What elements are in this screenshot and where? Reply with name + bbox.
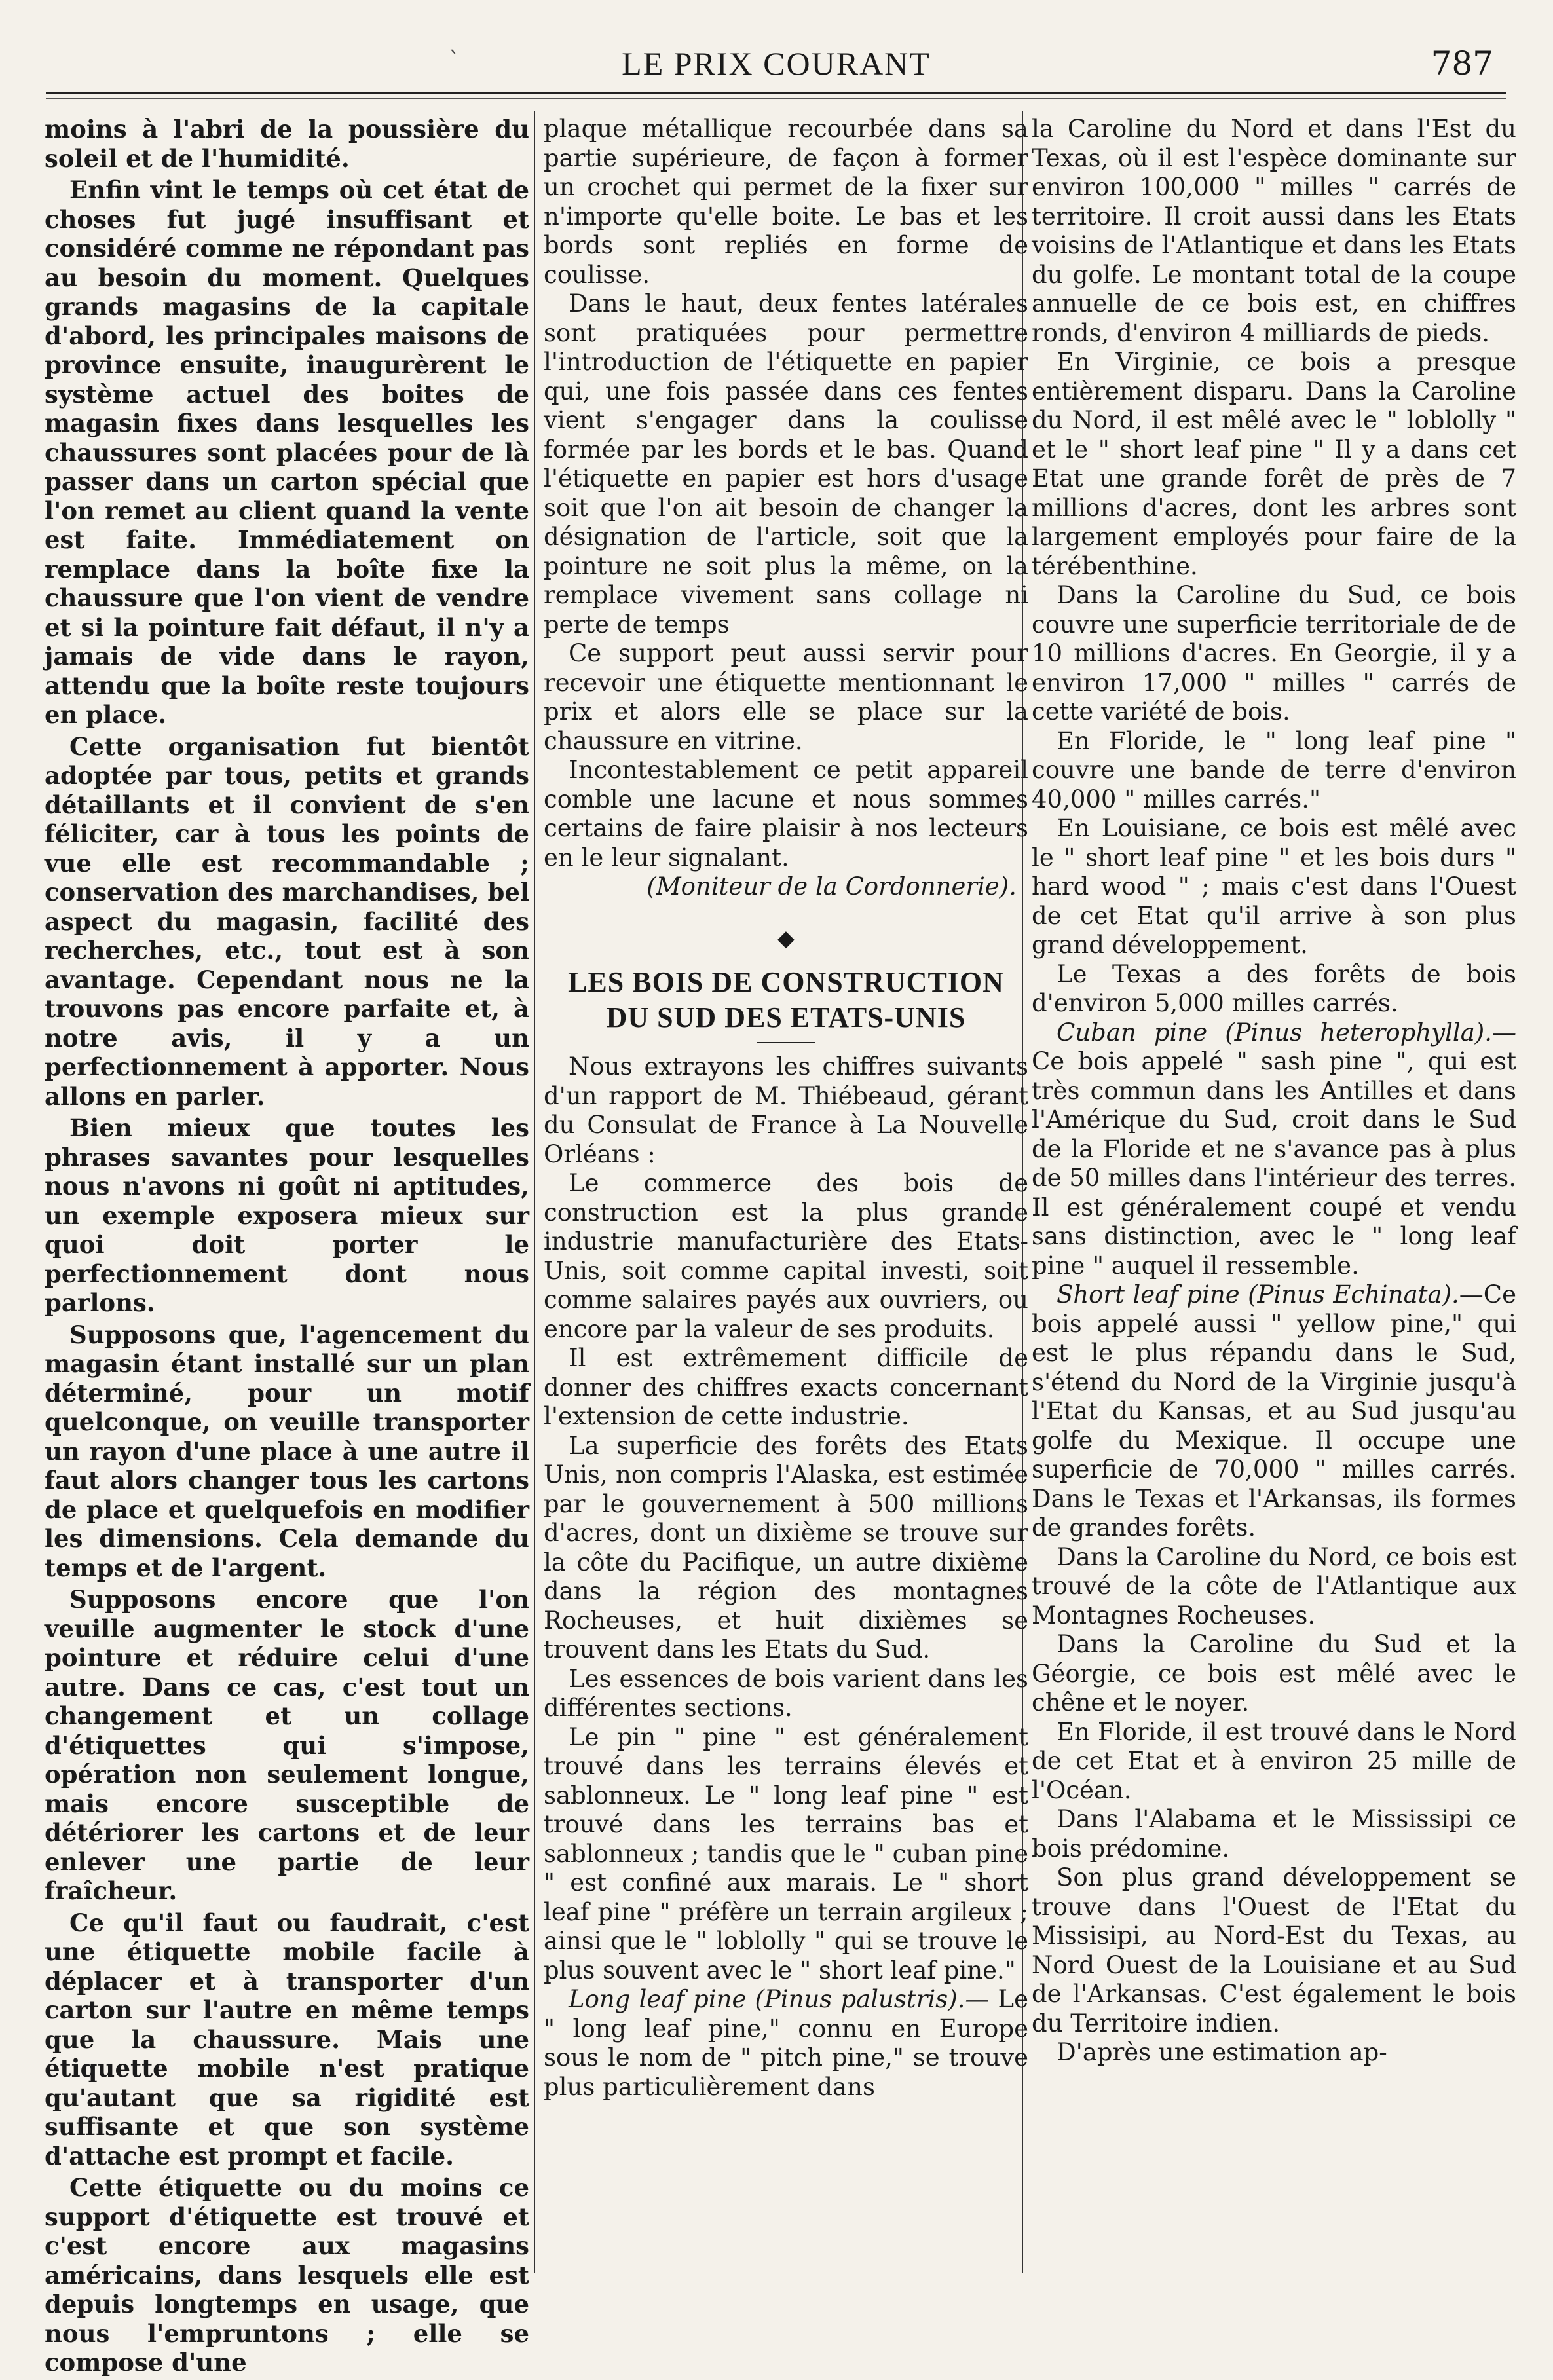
header-rule xyxy=(46,92,1506,94)
column-2 xyxy=(544,115,1028,2102)
paragraph: Le Texas a des forêts de bois d'environ 5,000 milles carrés. xyxy=(1032,959,1516,1017)
paragraph: Son plus grand développement se trouve dans l'Ouest de l'Etat du Missisipi, au Nord-Est du Texas, au Nord Ouest de la Louisiane et au Sud de l'Arkansas. C'est également le bois du Territoire indien. xyxy=(1032,1863,1516,2037)
paragraph: Il est extrêmement difficile de donner des chiffres exacts concernant l'extension de cette industrie. xyxy=(544,1344,1028,1430)
column-divider-1 xyxy=(534,111,535,2273)
journal-title: LE PRIX COURANT xyxy=(622,45,931,82)
article-title: LES BOIS DE CONSTRUCTION DU SUD DES ETATS-UNIS xyxy=(568,966,1004,1033)
paragraph: D'après une estimation ap- xyxy=(1057,2038,1387,2066)
paragraph xyxy=(544,1985,1028,2102)
species-text: Le " long leaf pine," connu en Europe sous le nom de " pitch pine," se trouve plus particulièrement dans xyxy=(544,1985,1028,2101)
species-label: Cuban pine (Pinus heterophylla).— xyxy=(1057,1018,1516,1047)
paragraph: Supposons encore que l'on veuille augmenter le stock d'une pointure et réduire celui d'une autre. Dans ce cas, c'est tout un changement et un collage d'étiquettes qui s'impose, opération non seulement longue, mais encore susceptible de détériorer les cartons et de leur enlever une partie de leur fraîcheur. xyxy=(45,1585,529,1905)
paragraph xyxy=(1032,1018,1516,1281)
column-1 xyxy=(45,115,529,2380)
paragraph: Dans la Caroline du Sud et la Géorgie, ce bois est mêlé avec le chêne et le noyer. xyxy=(1032,1630,1516,1717)
paragraph: Nous extrayons les chiffres suivants d'un rapport de M. Thiébeaud, gérant du Consulat de France à La Nouvelle Orléans : xyxy=(544,1052,1028,1168)
paragraph: Cette organisation fut bientôt adoptée par tous, petits et grands détaillants et il convient de s'en féliciter, car à tous les points de vue elle est recommandable ; conservation des marchandises, bel aspect du magasin, facilité des recherches, etc., tout est à son avantage. Cependant nous ne la trouvons pas encore parfaite et, à notre avis, il y a un perfectionnement à apporter. Nous allons en parler. xyxy=(45,732,529,1111)
paragraph: Supposons que, l'agencement du magasin étant installé sur un plan déterminé, pour un motif quelconque, on veuille transporter un rayon d'une place à une autre il faut alors changer tous les cartons de place et quelquefois en modifier les dimensions. Cela demande du temps et de l'argent. xyxy=(45,1320,529,1582)
header-rule-thin xyxy=(46,98,1506,99)
paragraph: Les essences de bois varient dans les différentes sections. xyxy=(544,1664,1028,1722)
species-text: —Ce bois appelé aussi " yellow pine," qui est le plus répandu dans le Sud, s'étend du Nord de la Virginie jusqu'à l'Etat du Kansas, et au Sud jusqu'au golfe du Mexique. Il occupe une superficie de 70,000 " milles carrés. Dans le Texas et l'Arkansas, ils formes de grandes forêts. xyxy=(1032,1280,1516,1542)
paragraph: Incontestablement ce petit appareil comble une lacune et nous sommes certains de faire plaisir à nos lecteurs en le leur signalant. xyxy=(544,756,1028,872)
paragraph: En Floride, le " long leaf pine " couvre une bande de terre d'environ 40,000 " milles carrés." xyxy=(1032,726,1516,813)
species-text: Ce bois appelé " sash pine ", qui est très commun dans les Antilles et dans l'Amérique du Sud, croit dans le Sud de la Floride et ne s'avance pas à plus de 50 milles dans l'intérieur des terres. Il est généralement coupé et vendu sans distinction, avec le " long leaf pine " auquel il ressemble. xyxy=(1032,1047,1516,1280)
paragraph: Ce qu'il faut ou faudrait, c'est une étiquette mobile facile à déplacer et à transporter d'un carton sur l'autre en même temps que la chaussure. Mais une étiquette mobile n'est pratique qu'autant que sa rigidité est suffisante et que son système d'attache est prompt et facile. xyxy=(45,1908,529,2170)
page-number: 787 xyxy=(1431,45,1493,83)
species-label: Short leaf pine (Pinus Echinata). xyxy=(1057,1280,1459,1309)
paragraph: la Caroline du Nord et dans l'Est du Texas, où il est l'espèce dominante sur environ 100,000 " milles " carrés de territoire. Il croit aussi dans les Etats voisins de l'Atlantique et dans les Etats du golfe. Le montant total de la coupe annuelle de ce bois est, en chiffres ronds, d'environ 4 milliards de pieds. xyxy=(1032,115,1516,347)
paragraph: plaque métallique recourbée dans sa partie supérieure, de façon à former un crochet qui permet de la fixer sur n'importe qu'elle boite. Le bas et les bords sont repliés en forme de coulisse. xyxy=(544,115,1028,289)
column-3 xyxy=(1032,115,1516,2068)
paragraph: Dans la Caroline du Sud, ce bois couvre une superficie territoriale de de 10 millions d'acres. En Georgie, il y a environ 17,000 " milles " carrés de cette variété de bois. xyxy=(1032,581,1516,726)
paragraph xyxy=(1032,1280,1516,1543)
paragraph: En Louisiane, ce bois est mêlé avec le " short leaf pine " et les bois durs " hard wood " ; mais c'est dans l'Ouest de cet Etat qu'il arrive à son plus grand développement. xyxy=(1032,814,1516,959)
page-header xyxy=(46,39,1506,92)
paragraph: Bien mieux que toutes les phrases savantes pour lesquelles nous n'avons ni goût ni aptitudes, un exemple exposera mieux sur quoi doit porter le perfectionnement dont nous parlons. xyxy=(45,1113,529,1317)
paragraph: moins à l'abri de la poussière du soleil et de l'humidité. xyxy=(45,115,529,173)
paragraph: Ce support peut aussi servir pour recevoir une étiquette mentionnant le prix et alors elle se place sur la chaussure en vitrine. xyxy=(544,639,1028,755)
source-credit: (Moniteur de la Cordonnerie). xyxy=(646,872,1017,901)
paragraph: Le pin " pine " est généralement trouvé dans les terrains élevés et sablonneux. Le " long leaf pine " est trouvé dans les terrains bas et sablonneux ; tandis que le " cuban pine " est confiné aux marais. Le " short leaf pine " préfère un terrain argileux ; ainsi que le " loblolly " qui se trouve le plus souvent avec le " short leaf pine." xyxy=(544,1722,1028,1984)
diamond-ornament-icon: ◆ xyxy=(777,925,795,952)
paragraph: En Virginie, ce bois a presque entièrement disparu. Dans la Caroline du Nord, il est mêlé avec le " loblolly " et le " short leaf pine " Il y a dans cet Etat une grande forêt de près de 7 millions d'acres, dont les arbres sont largement employés pour faire de la térébenthine. xyxy=(1032,348,1516,580)
header-mark: ` xyxy=(449,47,460,73)
paragraph: La superficie des forêts des Etats Unis, non compris l'Alaska, est estimée par le gouvernement à 500 millions d'acres, dont un dixième se trouve sur la côte du Pacifique, un autre dixième dans la région des montagnes Rocheuses, et huit dixièmes se trouvent dans les Etats du Sud. xyxy=(544,1431,1028,1664)
species-label: Long leaf pine (Pinus palustris).— xyxy=(569,1985,990,2013)
paragraph: Cette étiquette ou du moins ce support d'étiquette est trouvé et c'est encore aux magasins américains, dans lesquels elle est depuis longtemps en usage, que nous l'empruntons ; elle se compose d'une xyxy=(45,2173,529,2377)
paragraph: Enfin vint le temps où cet état de choses fut jugé insuffisant et considéré comme ne répondant pas au besoin du moment. Quelques grands magasins de la capitale d'abord, les principales maisons de province ensuite, inaugurèrent le système actuel des boites de magasin fixes dans lesquelles les chaussures sont placées pour de là passer dans un carton spécial que l'on remet au client quand la vente est faite. Immédiatement on remplace dans la boîte fixe la chaussure que l'on vient de vendre et si la pointure fait défaut, il n'y a jamais de vide dans le rayon, attendu que la boîte reste toujours en place. xyxy=(45,176,529,729)
paragraph: Dans le haut, deux fentes latérales sont pratiquées pour permettre l'introduction de l'étiquette en papier qui, une fois passée dans ces fentes vient s'engager dans la coulisse formée par les bords et le bas. Quand l'étiquette en papier est hors d'usage soit que l'on ait besoin de changer la désignation de l'article, soit que la pointure ne soit plus la même, on la remplace vivement sans collage ni perte de temps xyxy=(544,289,1028,639)
paragraph: Dans l'Alabama et le Mississipi ce bois prédomine. xyxy=(1032,1805,1516,1863)
paragraph: Le commerce des bois de construction est la plus grande industrie manufacturière des Etats-Unis, soit comme capital investi, soit comme salaires payés aux ouvriers, ou encore par la valeur de ses produits. xyxy=(544,1169,1028,1343)
paragraph: En Floride, il est trouvé dans le Nord de cet Etat et à environ 25 mille de l'Océan. xyxy=(1032,1717,1516,1804)
paragraph: Dans la Caroline du Nord, ce bois est trouvé de la côte de l'Atlantique aux Montagnes Rocheuses. xyxy=(1032,1542,1516,1629)
title-rule xyxy=(757,1042,815,1043)
